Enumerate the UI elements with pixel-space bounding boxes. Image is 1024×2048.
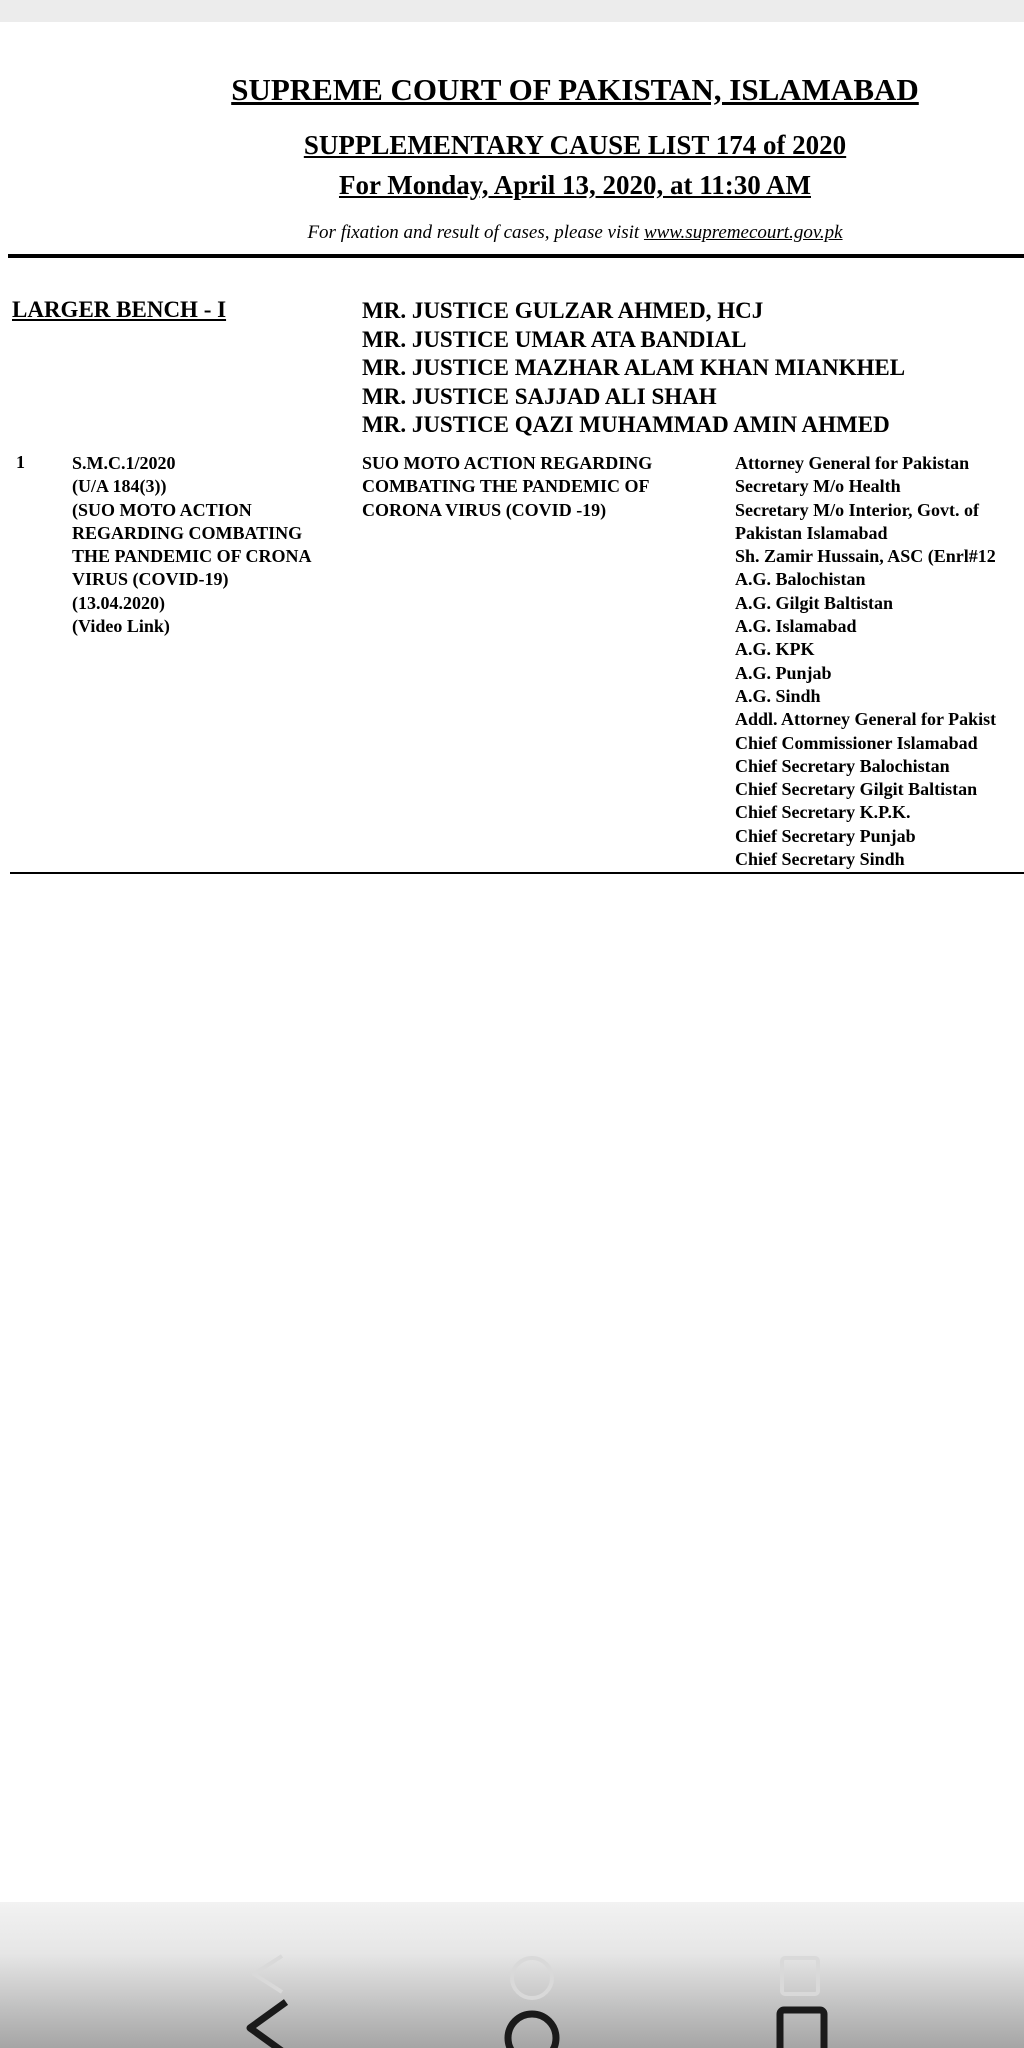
hearing-date: For Monday, April 13, 2020, at 11:30 AM bbox=[338, 170, 811, 200]
party-line: Pakistan Islamabad bbox=[735, 522, 888, 543]
judge-name: MR. JUSTICE MAZHAR ALAM KHAN MIANKHEL bbox=[362, 355, 906, 380]
party-line: Chief Secretary Balochistan bbox=[735, 755, 950, 776]
case-title-line: COMBATING THE PANDEMIC OF bbox=[362, 476, 650, 497]
website-link[interactable]: www.supremecourt.gov.pk bbox=[643, 222, 843, 243]
case-reference-line: (Video Link) bbox=[72, 616, 170, 637]
party-line: Addl. Attorney General for Pakist bbox=[735, 709, 997, 730]
square-recent-apps-icon bbox=[768, 1950, 848, 2048]
party-line: Sh. Zamir Hussain, ASC (Enrl#12 bbox=[735, 546, 996, 567]
case-reference-line: THE PANDEMIC OF CRONA bbox=[72, 546, 312, 567]
party-line: A.G. Islamabad bbox=[735, 616, 857, 637]
party-line: Chief Commissioner Islamabad bbox=[735, 732, 978, 753]
top-status-strip bbox=[0, 0, 1024, 22]
circle-home-icon bbox=[490, 1950, 570, 2048]
case-reference bbox=[72, 452, 312, 638]
case-reference-line: (13.04.2020) bbox=[72, 592, 165, 613]
party-line: A.G. Balochistan bbox=[735, 569, 866, 590]
case-divider bbox=[10, 872, 1024, 874]
bench-judges bbox=[362, 297, 905, 440]
judge-name: MR. JUSTICE QAZI MUHAMMAD AMIN AHMED bbox=[362, 412, 890, 437]
back-button[interactable] bbox=[220, 1950, 340, 2048]
case-reference-line: REGARDING COMBATING bbox=[72, 522, 303, 543]
system-navigation-bar bbox=[0, 1902, 1024, 2048]
case-reference-line: VIRUS (COVID-19) bbox=[72, 569, 229, 590]
website-note-text: For fixation and result of cases, please visit bbox=[307, 222, 644, 243]
recent-apps-button[interactable] bbox=[748, 1950, 868, 2048]
bench-label: LARGER BENCH - I bbox=[12, 297, 227, 322]
judge-name: MR. JUSTICE GULZAR AHMED, HCJ bbox=[362, 298, 764, 323]
case-title-line: SUO MOTO ACTION REGARDING bbox=[362, 453, 653, 473]
cause-list-title: SUPPLEMENTARY CAUSE LIST 174 of 2020 bbox=[303, 130, 847, 160]
case-reference-line: (U/A 184(3)) bbox=[72, 476, 167, 497]
court-title: SUPREME COURT OF PAKISTAN, ISLAMABAD bbox=[231, 72, 919, 107]
party-line: A.G. KPK bbox=[735, 639, 815, 660]
judge-name: MR. JUSTICE SAJJAD ALI SHAH bbox=[362, 383, 717, 409]
case-reference-line: (SUO MOTO ACTION bbox=[72, 499, 252, 520]
cause-list-document bbox=[0, 22, 1024, 1902]
case-serial-number: 1 bbox=[16, 452, 25, 472]
party-line: Chief Secretary Punjab bbox=[735, 825, 916, 846]
party-line: Attorney General for Pakistan bbox=[735, 453, 970, 473]
home-button[interactable] bbox=[470, 1950, 590, 2048]
party-line: A.G. Punjab bbox=[735, 662, 832, 683]
case-parties bbox=[735, 452, 996, 871]
judge-name: MR. JUSTICE UMAR ATA BANDIAL bbox=[362, 326, 747, 352]
case-reference-line: S.M.C.1/2020 bbox=[72, 453, 176, 473]
party-line: A.G. Gilgit Baltistan bbox=[735, 592, 894, 613]
party-line: A.G. Sindh bbox=[735, 685, 821, 706]
website-note bbox=[0, 222, 1024, 244]
party-line: Chief Secretary Sindh bbox=[735, 849, 905, 870]
case-title-line: CORONA VIRUS (COVID -19) bbox=[362, 499, 607, 520]
party-line: Secretary M/o Interior, Govt. of bbox=[735, 499, 979, 520]
header-divider bbox=[8, 254, 1024, 258]
case-title bbox=[362, 452, 652, 522]
triangle-back-icon bbox=[240, 1950, 320, 2048]
party-line: Chief Secretary K.P.K. bbox=[735, 802, 911, 823]
party-line: Secretary M/o Health bbox=[735, 476, 901, 497]
party-line: Chief Secretary Gilgit Baltistan bbox=[735, 779, 978, 800]
